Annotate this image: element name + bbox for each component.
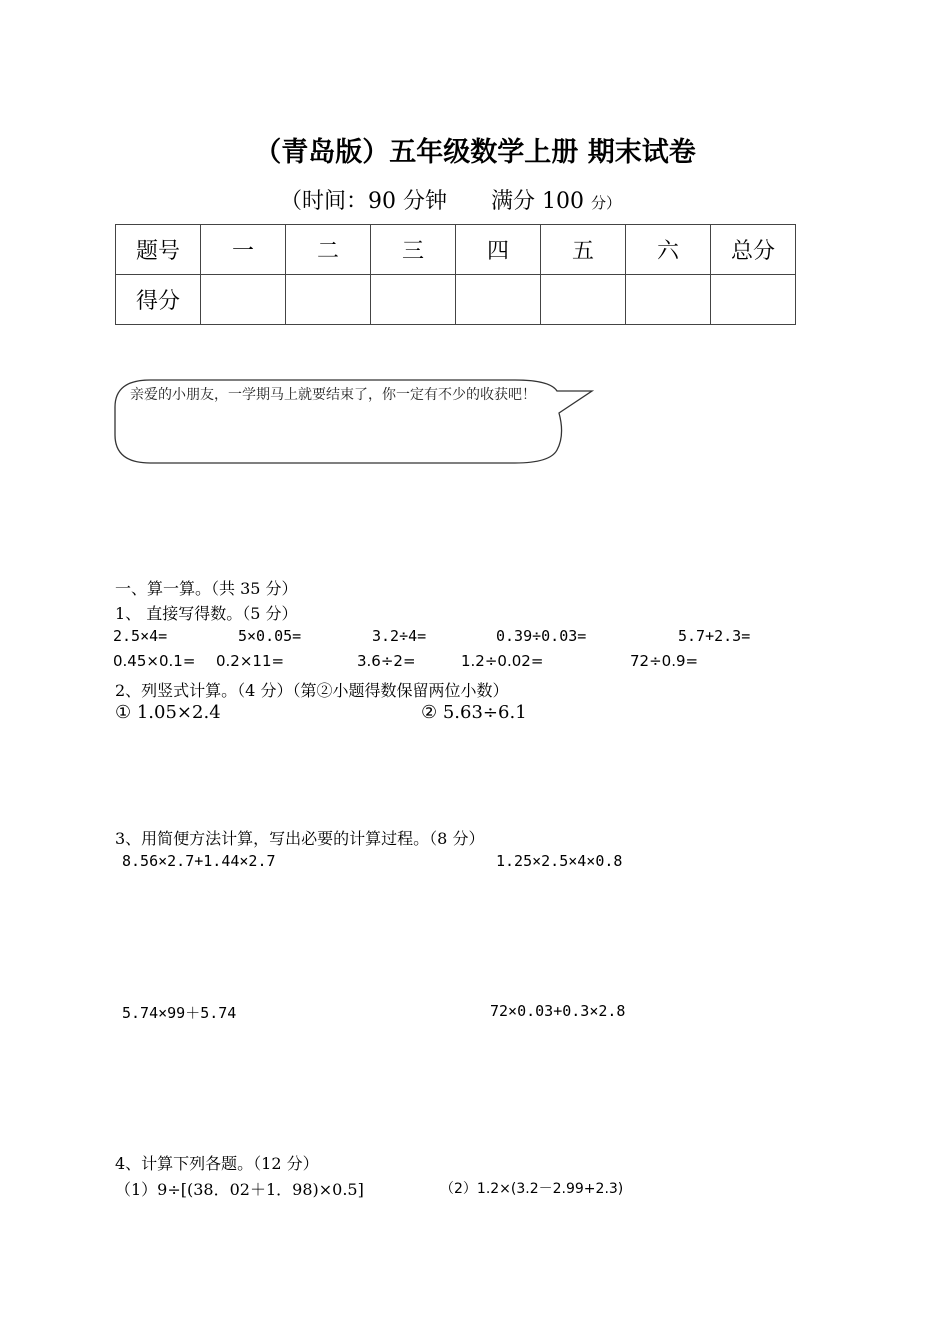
bubble-message: 亲爱的小朋友，一学期马上就要结束了，你一定有不少的收获吧！ bbox=[130, 387, 536, 403]
header-cell: 五 bbox=[541, 225, 626, 275]
header-cell: 总分 bbox=[711, 225, 796, 275]
q3-item: 72×0.03+0.3×2.8 bbox=[490, 1002, 626, 1020]
q2-item: ② 5.63÷6.1 bbox=[421, 702, 527, 723]
q3-item: 8.56×2.7+1.44×2.7 bbox=[122, 852, 276, 870]
score-cell[interactable] bbox=[626, 275, 711, 325]
q1-item: 2.5×4= bbox=[113, 627, 168, 645]
score-cell[interactable] bbox=[371, 275, 456, 325]
q1-item: 3.2÷4= bbox=[372, 627, 427, 645]
header-cell: 二 bbox=[286, 225, 371, 275]
header-cell: 题号 bbox=[116, 225, 201, 275]
q3-heading: 3、用简便方法计算，写出必要的计算过程。（8 分） bbox=[115, 829, 485, 848]
score-table-score-row bbox=[116, 275, 796, 325]
q1-item: 0.2×11= bbox=[216, 652, 285, 670]
q1-item: 3.6÷2= bbox=[357, 652, 416, 670]
q1-item: 0.39÷0.03= bbox=[496, 627, 587, 645]
q1-item: 5×0.05= bbox=[238, 627, 302, 645]
score-cell[interactable] bbox=[286, 275, 371, 325]
exam-info bbox=[280, 184, 621, 215]
q1-heading: 1、 直接写得数。（5 分） bbox=[115, 604, 298, 623]
header-cell: 六 bbox=[626, 225, 711, 275]
row-label: 得分 bbox=[116, 275, 201, 325]
q4-item: （2）1.2×(3.2－2.99+2.3) bbox=[440, 1181, 624, 1197]
q4-heading: 4、计算下列各题。（12 分） bbox=[115, 1154, 319, 1173]
score-cell[interactable] bbox=[541, 275, 626, 325]
score-table bbox=[115, 224, 796, 325]
score-table-header-row bbox=[116, 225, 796, 275]
score-cell[interactable] bbox=[711, 275, 796, 325]
score-cell[interactable] bbox=[456, 275, 541, 325]
q3-item: 5.74×99＋5.74 bbox=[122, 1004, 237, 1022]
section1-heading: 一、算一算。（共 35 分） bbox=[115, 579, 298, 598]
header-cell: 四 bbox=[456, 225, 541, 275]
q1-item: 72÷0.9= bbox=[630, 652, 699, 670]
score-cell[interactable] bbox=[201, 275, 286, 325]
q3-item: 1.25×2.5×4×0.8 bbox=[496, 852, 623, 870]
q1-item: 1.2÷0.02= bbox=[461, 652, 544, 670]
page-title: （青岛版）五年级数学上册 期末试卷 bbox=[254, 137, 696, 168]
header-cell: 一 bbox=[201, 225, 286, 275]
header-cell: 三 bbox=[371, 225, 456, 275]
q2-item: ① 1.05×2.4 bbox=[115, 702, 221, 723]
q4-item: （1）9÷[(38．02＋1．98)×0.5] bbox=[115, 1180, 364, 1199]
q1-item: 0.45×0.1= bbox=[113, 652, 196, 670]
score-unit: 分） bbox=[590, 194, 621, 212]
q1-item: 5.7+2.3= bbox=[678, 627, 751, 645]
exam-time-score: （时间：90 分钟 满分 100 bbox=[280, 189, 591, 214]
q2-heading: 2、列竖式计算。（4 分）（第②小题得数保留两位小数） bbox=[115, 681, 509, 700]
